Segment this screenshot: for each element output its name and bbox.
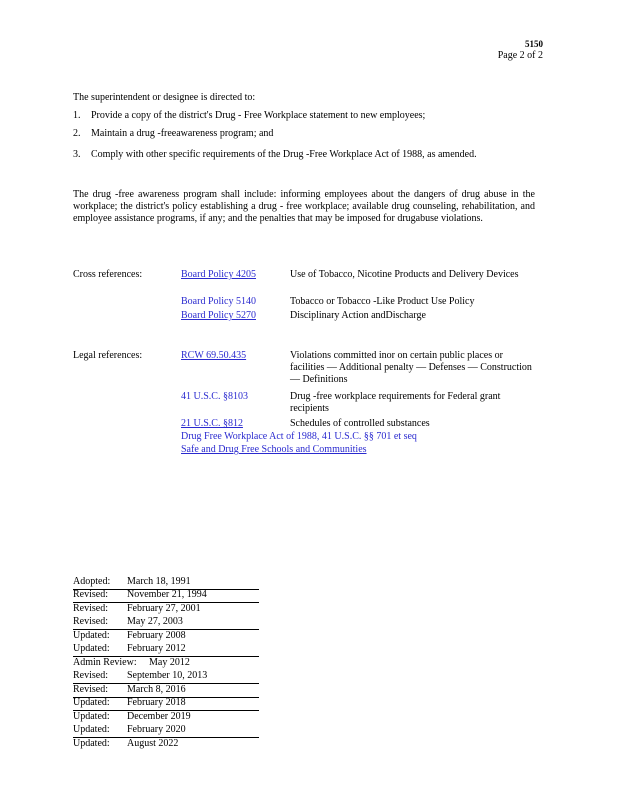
history-row xyxy=(73,697,259,711)
history-date: September 10, 2013 xyxy=(127,670,208,681)
policy-code: 5150 xyxy=(525,39,543,49)
history-label: Revised: xyxy=(73,603,108,614)
directive-number: 2. xyxy=(73,128,81,139)
history-date: August 2022 xyxy=(127,738,179,749)
cross-reference-link[interactable]: Board Policy 5140 xyxy=(181,296,256,307)
history-label: Updated: xyxy=(73,711,110,722)
page-number: Page 2 of 2 xyxy=(497,50,543,61)
legal-reference-description: Violations committed inor on certain public places or facilities — Additional penalty — Defenses — Construction — Definitions xyxy=(290,350,532,385)
history-row xyxy=(73,616,259,630)
history-row xyxy=(73,738,259,751)
history-date: February 2018 xyxy=(127,697,186,708)
program-paragraph: The drug -free awareness program shall include: informing employees about the dangers of drug abuse in the workplace; the district's policy establishing a drug - free workplace; available drug counseling, rehabilitation, and employee assistance programs, if any; and the penalties that may be imposed for drugabuse violations. xyxy=(73,189,535,224)
history-row xyxy=(73,684,259,698)
history-date: May 27, 2003 xyxy=(127,616,183,627)
history-label: Updated: xyxy=(73,738,110,749)
legal-reference-link[interactable]: RCW 69.50.435 xyxy=(181,350,247,361)
history-label: Updated: xyxy=(73,724,110,735)
directive-text: Provide a copy of the district's Drug - Free Workplace statement to new employees; xyxy=(91,110,426,121)
history-row xyxy=(73,643,259,657)
history-label: Revised: xyxy=(73,670,108,681)
history-label: Admin Review: xyxy=(73,657,137,668)
directive-text: Maintain a drug -freeawareness program; and xyxy=(91,128,274,139)
history-row xyxy=(73,589,259,603)
history-label: Revised: xyxy=(73,616,108,627)
history-row xyxy=(73,711,259,724)
history-row xyxy=(73,630,259,643)
cross-reference-description: Tobacco or Tobacco -Like Product Use Policy xyxy=(290,296,475,307)
history-date: February 2012 xyxy=(127,643,186,654)
cross-reference-description: Use of Tobacco, Nicotine Products and Delivery Devices xyxy=(290,269,519,280)
history-label: Updated: xyxy=(73,630,110,641)
history-row xyxy=(73,670,259,684)
history-date: February 2020 xyxy=(127,724,186,735)
legal-reference-link[interactable]: 21 U.S.C. §812 xyxy=(181,418,243,429)
cross-references-label: Cross references: xyxy=(73,269,143,280)
history-row xyxy=(73,576,259,590)
legal-reference-description: Schedules of controlled substances xyxy=(290,418,430,429)
history-row xyxy=(73,724,259,738)
directive-number: 1. xyxy=(73,110,81,121)
legal-reference-link[interactable]: Drug Free Workplace Act of 1988, 41 U.S.C. §§ 701 et seq xyxy=(181,431,417,442)
directive-number: 3. xyxy=(73,149,81,160)
history-row xyxy=(73,603,259,616)
history-date: March 18, 1991 xyxy=(127,576,191,587)
history-label: Revised: xyxy=(73,589,108,600)
legal-reference-description: Drug -free workplace requirements for Federal grant recipients xyxy=(290,391,501,414)
intro-text: The superintendent or designee is directed to: xyxy=(73,92,256,103)
cross-reference-description: Disciplinary Action andDischarge xyxy=(290,310,426,321)
history-label: Revised: xyxy=(73,684,108,695)
cross-reference-link[interactable]: Board Policy 5270 xyxy=(181,310,256,321)
cross-reference-link[interactable]: Board Policy 4205 xyxy=(181,269,256,280)
history-date: March 8, 2016 xyxy=(127,684,186,695)
history-date: November 21, 1994 xyxy=(127,589,207,600)
history-label: Adopted: xyxy=(73,576,111,587)
directive-text: Comply with other specific requirements of the Drug -Free Workplace Act of 1988, as amended. xyxy=(91,149,477,160)
legal-reference-link[interactable]: 41 U.S.C. §8103 xyxy=(181,391,248,402)
history-label: Updated: xyxy=(73,697,110,708)
page-header xyxy=(498,38,543,62)
history-date: February 2008 xyxy=(127,630,186,641)
legal-references-label: Legal references: xyxy=(73,350,143,361)
history-row xyxy=(73,657,259,670)
history-date: December 2019 xyxy=(127,711,191,722)
history-label: Updated: xyxy=(73,643,110,654)
history-date: February 27, 2001 xyxy=(127,603,201,614)
history-date: May 2012 xyxy=(149,657,190,668)
legal-reference-link[interactable]: Safe and Drug Free Schools and Communities xyxy=(181,444,367,455)
